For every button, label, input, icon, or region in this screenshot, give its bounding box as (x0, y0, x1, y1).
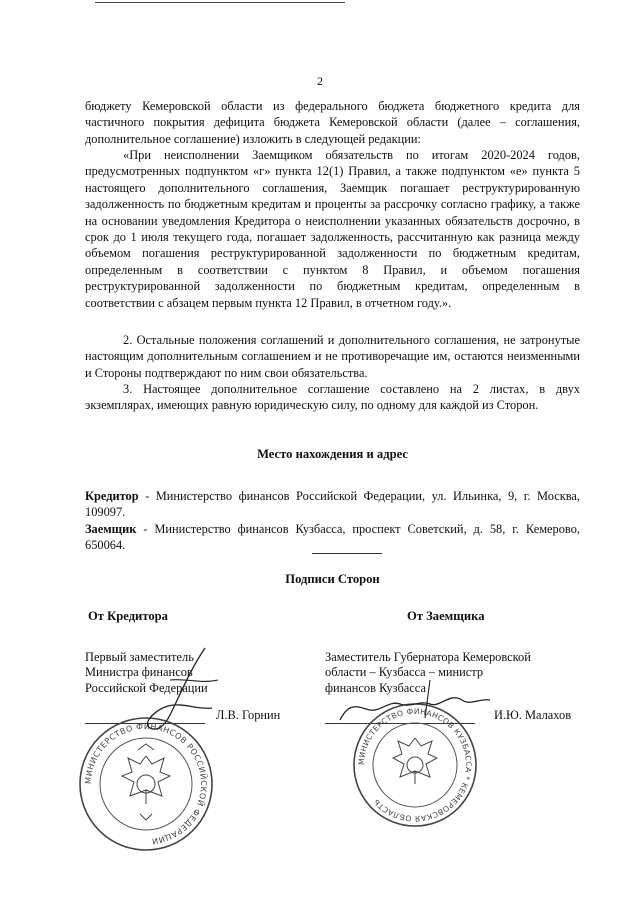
borrower-title-3: финансов Кузбасса (325, 680, 426, 695)
address-heading: Место нахождения и адрес (257, 447, 408, 461)
paragraph-quote: «При неисполнении Заемщиком обязательств по итогам 2020-2024 годов, предусмотренных подпунктом «г» пункта 12(1) Правил, а также подпунктом «е» пункта 5 настоящего дополнительного соглашения, Заемщик погашает реструктурированную задолженность по бюджетным кредитам и проценты за рассрочку согласно графику, а также на основании уведомления Кредитора о неисполнении указанных обязательств досрочно, в срок до 1 июля текущего года, погашает задолженность, рассчитанную как разница между объемом погашения реструктурированной задолженности по бюджетным кредитам, определенным в соответствии с пунктом 8 Правил, и объемом погашения реструктурированной задолженности по бюджетным кредитам, определенным в соответствии с абзацем первым пункта 12 Правил, в отчетном году.». (85, 148, 580, 310)
header-rule (95, 2, 345, 3)
creditor-heading: От Кредитора (88, 609, 168, 623)
creditor-text: - Министерство финансов Российской Федерации, ул. Ильинка, 9, г. Москва, 109097. (85, 489, 580, 520)
borrower-name: И.Ю. Малахов (494, 708, 572, 722)
borrower-heading: От Заемщика (407, 609, 485, 623)
paragraph-intro: бюджету Кемеровской области из федерального бюджета бюджетного кредита для частичного покрытия дефицита бюджета Кемеровской области (далее – соглашения, дополнительное соглашение) изложить в следующей редакции: (85, 99, 580, 146)
signatures-heading: Подписи Сторон (285, 572, 380, 586)
borrower-text: - Министерство финансов Кузбасса, проспект Советский, д. 58, г. Кемерово, 650064. (85, 522, 580, 553)
creditor-title-1: Первый заместитель (85, 650, 194, 664)
creditor-name: Л.В. Горнин (216, 708, 281, 722)
page-number: 2 (317, 74, 323, 88)
paragraph-3: 3. Настоящее дополнительное соглашение составлено на 2 листах, в двух экземплярах, имеющих равную юридическую силу, по одному для каждой из Сторон. (85, 382, 580, 413)
creditor-signature (120, 640, 240, 740)
paragraph-2: 2. Остальные положения соглашений и дополнительного соглашения, не затронутые настоящим дополнительным соглашением и не противоречащие им, остаются неизменными и Стороны подтверждают по ним свои обязательства. (85, 333, 580, 380)
borrower-label: Заемщик (85, 522, 137, 536)
borrower-title-2: области – Кузбасса – министр (325, 665, 484, 680)
borrower-title-1: Заместитель Губернатора Кемеровской (325, 650, 531, 664)
creditor-label: Кредитор (85, 489, 139, 503)
borrower-address (85, 521, 580, 554)
svg-text:МИНИСТЕРСТВО ФИНАНСОВ РОССИЙСК: МИНИСТЕРСТВО ФИНАНСОВ РОССИЙСКОЙ ФЕДЕРАЦИИ (83, 721, 209, 846)
creditor-address (85, 488, 580, 521)
separator-line (312, 553, 382, 554)
creditor-title-2: Министра финансов (85, 665, 193, 680)
borrower-signature (330, 670, 500, 730)
creditor-title-3: Российской Федерации (85, 680, 208, 695)
svg-text:МИНИСТЕРСТВО ФИНАНСОВ КУЗБАССА: МИНИСТЕРСТВО ФИНАНСОВ КУЗБАССА * КЕМЕРОВСКАЯ ОБЛАСТЬ (356, 706, 474, 824)
